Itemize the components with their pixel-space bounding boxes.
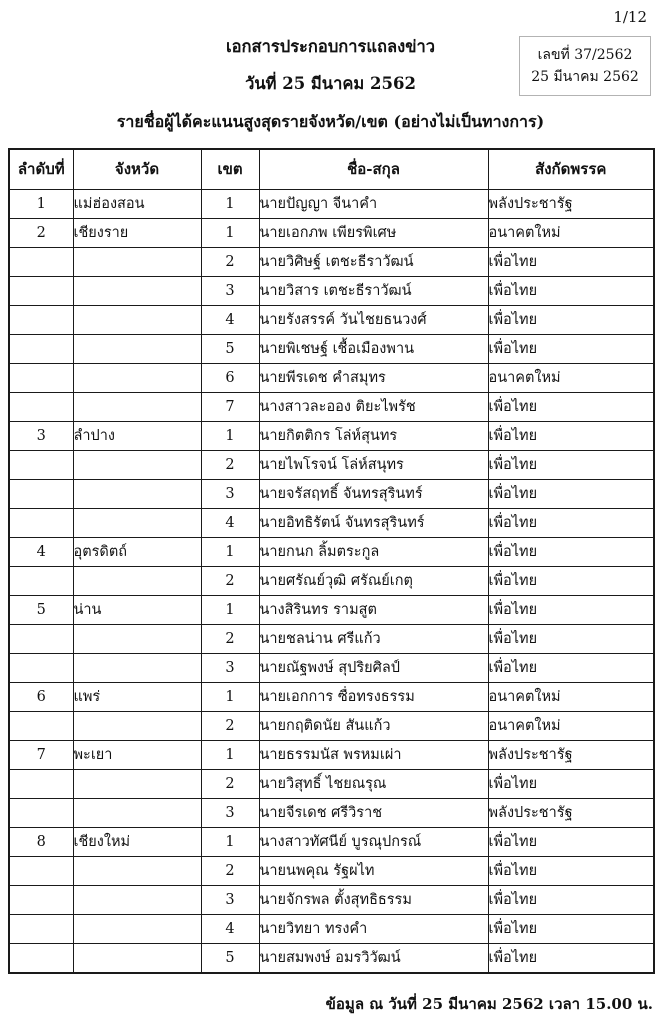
cell-district: 3 — [201, 799, 259, 828]
cell-order — [9, 625, 73, 654]
cell-party: เพื่อไทย — [488, 306, 654, 335]
cell-district: 2 — [201, 248, 259, 277]
cell-party: เพื่อไทย — [488, 886, 654, 915]
table-row — [9, 190, 654, 219]
cell-party: เพื่อไทย — [488, 335, 654, 364]
cell-district: 2 — [201, 857, 259, 886]
cell-order — [9, 364, 73, 393]
cell-province — [73, 248, 201, 277]
cell-name: นายวิสาร เตชะธีราวัฒน์ — [259, 277, 488, 306]
cell-district: 1 — [201, 683, 259, 712]
cell-name: นายเอกภพ เพียรพิเศษ — [259, 219, 488, 248]
cell-order — [9, 480, 73, 509]
results-table — [8, 148, 655, 974]
cell-district: 2 — [201, 712, 259, 741]
cell-name: นายพิเชษฐ์ เชื้อเมืองพาน — [259, 335, 488, 364]
table-row — [9, 335, 654, 364]
cell-order: 5 — [9, 596, 73, 625]
table-row — [9, 654, 654, 683]
table-row — [9, 306, 654, 335]
table-row — [9, 509, 654, 538]
table-row — [9, 451, 654, 480]
footer-note: ข้อมูล ณ วันที่ 25 มีนาคม 2562 เวลา 15.00 น. — [325, 995, 653, 1013]
cell-district: 1 — [201, 422, 259, 451]
cell-party: เพื่อไทย — [488, 538, 654, 567]
cell-district: 5 — [201, 944, 259, 974]
cell-district: 4 — [201, 306, 259, 335]
cell-party: เพื่อไทย — [488, 422, 654, 451]
table-row — [9, 567, 654, 596]
cell-party: เพื่อไทย — [488, 393, 654, 422]
table-row — [9, 393, 654, 422]
cell-district: 1 — [201, 190, 259, 219]
cell-party: เพื่อไทย — [488, 857, 654, 886]
cell-district: 3 — [201, 886, 259, 915]
cell-party: พลังประชารัฐ — [488, 741, 654, 770]
cell-district: 2 — [201, 625, 259, 654]
cell-party: เพื่อไทย — [488, 915, 654, 944]
cell-order: 4 — [9, 538, 73, 567]
cell-party: เพื่อไทย — [488, 596, 654, 625]
cell-province — [73, 567, 201, 596]
cell-party: เพื่อไทย — [488, 509, 654, 538]
cell-name: นายธรรมนัส พรหมเผ่า — [259, 741, 488, 770]
table-row — [9, 712, 654, 741]
doc-title: เอกสารประกอบการแถลงข่าว — [225, 37, 436, 56]
cell-province — [73, 335, 201, 364]
cell-name: นายกิตติกร โล่ห์สุนทร — [259, 422, 488, 451]
doc-subtitle: รายชื่อผู้ได้คะแนนสูงสุดรายจังหวัด/เขต (อย่างไม่เป็นทางการ) — [116, 111, 545, 131]
cell-province — [73, 625, 201, 654]
cell-order — [9, 393, 73, 422]
cell-name: นายจรัสฤทธิ์ จันทรสุรินทร์ — [259, 480, 488, 509]
table-row — [9, 799, 654, 828]
table-row — [9, 219, 654, 248]
cell-district: 1 — [201, 538, 259, 567]
table-row — [9, 364, 654, 393]
cell-name: นางสิรินทร รามสูต — [259, 596, 488, 625]
table-header-row — [9, 149, 654, 190]
cell-order: 7 — [9, 741, 73, 770]
cell-province — [73, 480, 201, 509]
table-row — [9, 944, 654, 974]
cell-district: 3 — [201, 480, 259, 509]
cell-province — [73, 799, 201, 828]
cell-province — [73, 277, 201, 306]
page-number: 1/12 — [613, 8, 647, 26]
cell-party: อนาคตใหม่ — [488, 683, 654, 712]
cell-province: แม่ฮ่องสอน — [73, 190, 201, 219]
table-row — [9, 857, 654, 886]
cell-name: นายพีรเดช คำสมุทร — [259, 364, 488, 393]
column-header-party: สังกัดพรรค — [488, 149, 654, 190]
cell-order — [9, 654, 73, 683]
cell-district: 1 — [201, 828, 259, 857]
cell-province: เชียงใหม่ — [73, 828, 201, 857]
cell-party: เพื่อไทย — [488, 625, 654, 654]
cell-province: น่าน — [73, 596, 201, 625]
cell-name: นางสาวละออง ติยะไพรัช — [259, 393, 488, 422]
cell-name: นายวิศิษฐ์ เตชะธีราวัฒน์ — [259, 248, 488, 277]
table-row — [9, 915, 654, 944]
table-row — [9, 770, 654, 799]
cell-name: นายศรัณย์วุฒิ ศรัณย์เกตุ — [259, 567, 488, 596]
cell-party: อนาคตใหม่ — [488, 712, 654, 741]
cell-name: นายรังสรรค์ วันไชยธนวงศ์ — [259, 306, 488, 335]
cell-province — [73, 915, 201, 944]
cell-name: นายนพคุณ รัฐผไท — [259, 857, 488, 886]
cell-order — [9, 886, 73, 915]
cell-district: 2 — [201, 567, 259, 596]
cell-order — [9, 306, 73, 335]
cell-name: นายวิทยา ทรงคำ — [259, 915, 488, 944]
cell-province — [73, 857, 201, 886]
cell-order: 3 — [9, 422, 73, 451]
cell-party: พลังประชารัฐ — [488, 799, 654, 828]
cell-name: นายไพโรจน์ โล่ห์สนุทร — [259, 451, 488, 480]
table-row — [9, 480, 654, 509]
cell-name: นายกฤติดนัย สันแก้ว — [259, 712, 488, 741]
cell-order — [9, 857, 73, 886]
cell-name: นายสมพงษ์ อมรวิวัฒน์ — [259, 944, 488, 974]
cell-district: 3 — [201, 277, 259, 306]
cell-party: เพื่อไทย — [488, 654, 654, 683]
cell-order: 1 — [9, 190, 73, 219]
cell-district: 5 — [201, 335, 259, 364]
column-header-order: ลำดับที่ — [9, 149, 73, 190]
cell-party: เพื่อไทย — [488, 451, 654, 480]
ref-number: เลขที่ 37/2562 — [537, 47, 633, 63]
cell-order — [9, 335, 73, 364]
cell-district: 4 — [201, 915, 259, 944]
cell-name: นายอิทธิรัตน์ จันทรสุรินทร์ — [259, 509, 488, 538]
cell-order: 2 — [9, 219, 73, 248]
cell-name: นายเอกการ ซื่อทรงธรรม — [259, 683, 488, 712]
cell-province — [73, 393, 201, 422]
cell-district: 2 — [201, 770, 259, 799]
cell-name: นายจีรเดช ศรีวิราช — [259, 799, 488, 828]
table-row — [9, 538, 654, 567]
cell-district: 7 — [201, 393, 259, 422]
cell-order: 8 — [9, 828, 73, 857]
cell-name: นายปัญญา จีนาคำ — [259, 190, 488, 219]
ref-box — [519, 36, 651, 96]
cell-party: เพื่อไทย — [488, 944, 654, 974]
cell-order — [9, 248, 73, 277]
cell-party: เพื่อไทย — [488, 480, 654, 509]
cell-order — [9, 770, 73, 799]
cell-province — [73, 364, 201, 393]
cell-province — [73, 770, 201, 799]
cell-party: เพื่อไทย — [488, 277, 654, 306]
cell-order — [9, 944, 73, 974]
table-row — [9, 422, 654, 451]
cell-district: 1 — [201, 741, 259, 770]
table-row — [9, 741, 654, 770]
cell-district: 3 — [201, 654, 259, 683]
cell-district: 4 — [201, 509, 259, 538]
cell-order — [9, 712, 73, 741]
cell-order — [9, 451, 73, 480]
cell-party: อนาคตใหม่ — [488, 364, 654, 393]
table-row — [9, 596, 654, 625]
cell-province — [73, 886, 201, 915]
cell-party: เพื่อไทย — [488, 770, 654, 799]
cell-district: 2 — [201, 451, 259, 480]
cell-order — [9, 277, 73, 306]
cell-party: พลังประชารัฐ — [488, 190, 654, 219]
table-row — [9, 248, 654, 277]
results-table-container — [8, 148, 655, 974]
table-row — [9, 683, 654, 712]
cell-party: เพื่อไทย — [488, 248, 654, 277]
cell-name: นางสาวทัศนีย์ บูรณุปกรณ์ — [259, 828, 488, 857]
cell-party: อนาคตใหม่ — [488, 219, 654, 248]
cell-party: เพื่อไทย — [488, 828, 654, 857]
cell-district: 1 — [201, 219, 259, 248]
ref-date: 25 มีนาคม 2562 — [531, 69, 639, 86]
cell-district: 1 — [201, 596, 259, 625]
results-table-body — [9, 190, 654, 974]
cell-name: นายกนก ลิ้มตระกูล — [259, 538, 488, 567]
table-row — [9, 277, 654, 306]
cell-name: นายชลน่าน ศรีแก้ว — [259, 625, 488, 654]
cell-province — [73, 712, 201, 741]
table-row — [9, 886, 654, 915]
cell-district: 6 — [201, 364, 259, 393]
table-row — [9, 828, 654, 857]
cell-order — [9, 509, 73, 538]
doc-date: วันที่ 25 มีนาคม 2562 — [245, 74, 416, 94]
cell-name: นายจักรพล ตั้งสุทธิธรรม — [259, 886, 488, 915]
cell-province — [73, 654, 201, 683]
cell-province — [73, 509, 201, 538]
column-header-district: เขต — [201, 149, 259, 190]
cell-name: นายวิสุทธิ์ ไชยณรุณ — [259, 770, 488, 799]
cell-order — [9, 567, 73, 596]
cell-order — [9, 915, 73, 944]
cell-party: เพื่อไทย — [488, 567, 654, 596]
cell-province — [73, 944, 201, 974]
cell-province: ลำปาง — [73, 422, 201, 451]
cell-province: อุตรดิตถ์ — [73, 538, 201, 567]
cell-name: นายณัฐพงษ์ สุปริยศิลป์ — [259, 654, 488, 683]
cell-province: แพร่ — [73, 683, 201, 712]
cell-province — [73, 306, 201, 335]
column-header-province: จังหวัด — [73, 149, 201, 190]
cell-province: พะเยา — [73, 741, 201, 770]
cell-order: 6 — [9, 683, 73, 712]
table-row — [9, 625, 654, 654]
cell-province — [73, 451, 201, 480]
cell-order — [9, 799, 73, 828]
cell-province: เชียงราย — [73, 219, 201, 248]
column-header-name: ชื่อ-สกุล — [259, 149, 488, 190]
